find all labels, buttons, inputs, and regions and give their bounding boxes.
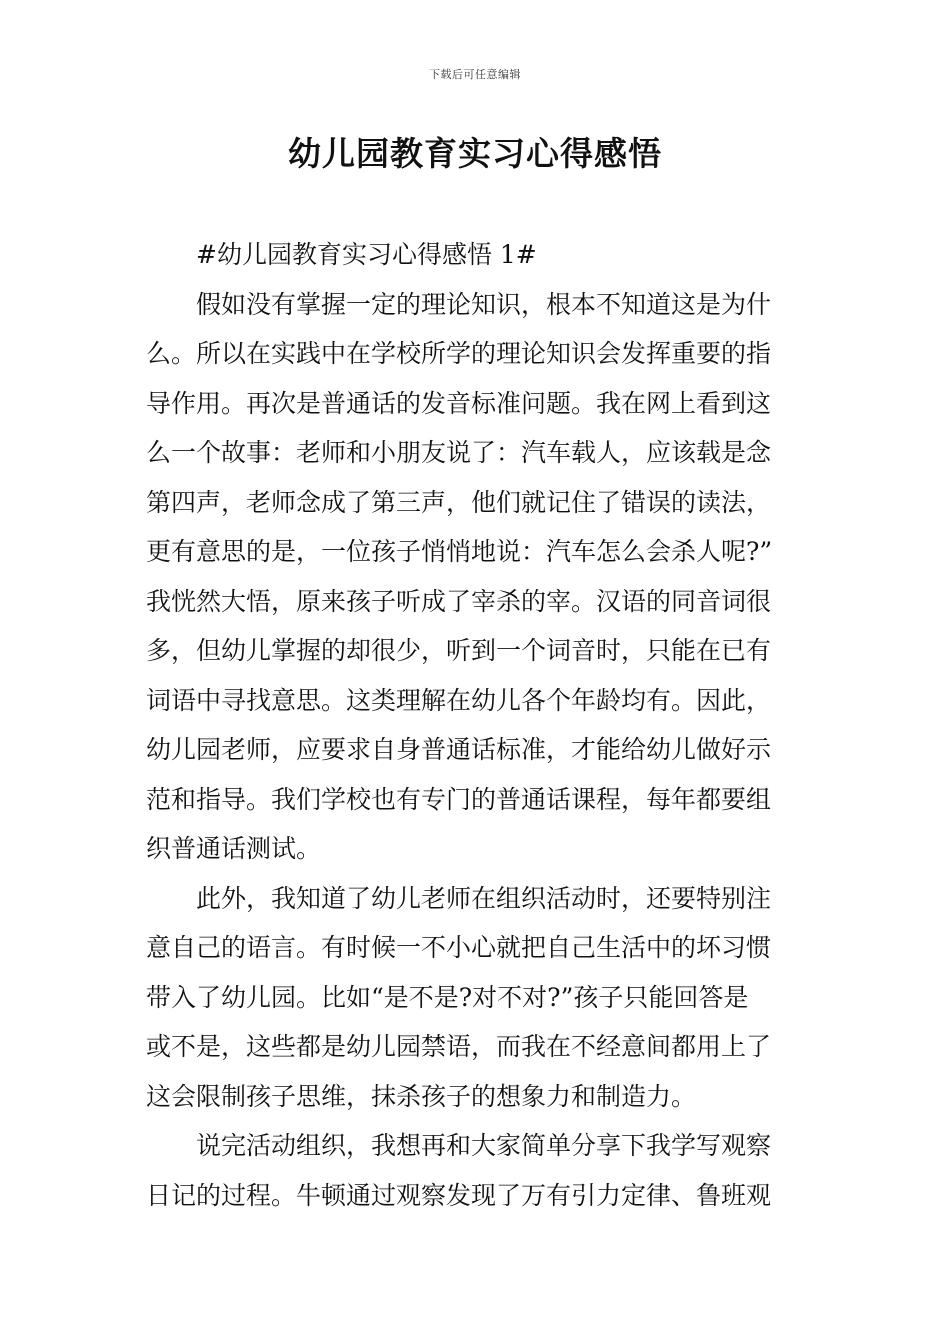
text-line: 导作用。再次是普通话的发音标准问题。我在网上看到这 bbox=[146, 388, 772, 418]
text-line: 带入了幼儿园。比如“是不是?对不对?”孩子只能回答是 bbox=[146, 982, 749, 1012]
text-line: 第四声，老师念成了第三声，他们就记住了错误的读法， bbox=[146, 487, 772, 517]
text-line: 假如没有掌握一定的理论知识，根本不知道这是为什 bbox=[196, 289, 772, 319]
text-line: 更有意思的是，一位孩子悄悄地说：汽车怎么会杀人呢?” bbox=[146, 537, 773, 566]
text-line: 幼儿园老师，应要求自身普通话标准，才能给幼儿做好示 bbox=[146, 735, 772, 764]
text-line: 此外，我知道了幼儿老师在组织活动时，还要特别注 bbox=[196, 883, 772, 913]
text-line: 么一个故事：老师和小朋友说了：汽车载人，应该载是念 bbox=[146, 438, 772, 467]
text-line: 日记的过程。牛顿通过观察发现了万有引力定律、鲁班观 bbox=[146, 1180, 772, 1210]
text-line: 这会限制孩子思维，抹杀孩子的想象力和制造力。 bbox=[146, 1081, 697, 1111]
text-line: 么。所以在实践中在学校所学的理论知识会发挥重要的指 bbox=[146, 339, 772, 368]
text-line: 范和指导。我们学校也有专门的普通话课程，每年都要组 bbox=[146, 784, 772, 814]
document-title: 幼儿园教育实习心得感悟 bbox=[288, 134, 662, 173]
text-line: #幼儿园教育实习心得感悟 1# bbox=[196, 240, 537, 269]
document-body bbox=[146, 230, 806, 1220]
text-line: 意自己的语言。有时候一不小心就把自己生活中的坏习惯 bbox=[146, 933, 772, 962]
header-note: 下载后可任意编辑 bbox=[429, 68, 521, 81]
text-line: 多，但幼儿掌握的却很少，听到一个词音时，只能在已有 bbox=[146, 636, 772, 665]
text-line: 说完活动组织，我想再和大家简单分享下我学写观察 bbox=[196, 1131, 772, 1160]
text-line: 或不是，这些都是幼儿园禁语，而我在不经意间都用上了 bbox=[146, 1032, 772, 1061]
text-line: 我恍然大悟，原来孩子听成了宰杀的宰。汉语的同音词很 bbox=[146, 586, 772, 616]
text-line: 词语中寻找意思。这类理解在幼儿各个年龄均有。因此， bbox=[146, 685, 772, 715]
text-line: 织普通话测试。 bbox=[146, 834, 322, 863]
